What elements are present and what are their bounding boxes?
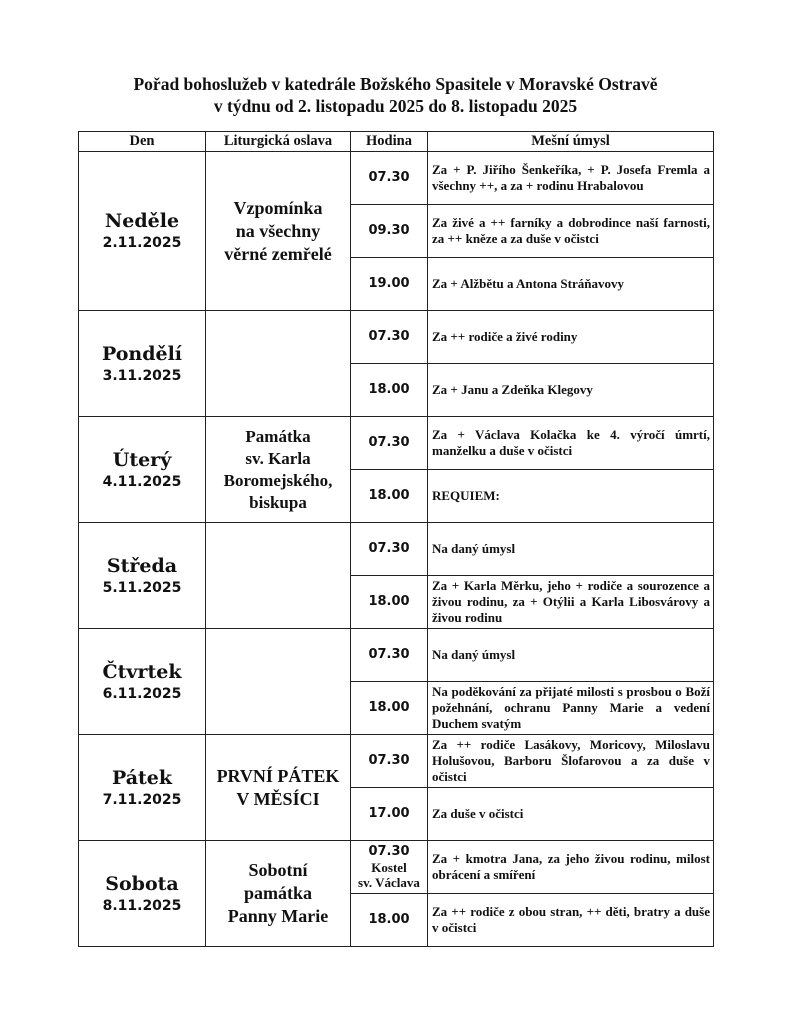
mass-time: 07.30 (368, 753, 410, 768)
liturgy-cell (206, 523, 351, 629)
header-intention: Mešní úmysl (428, 132, 714, 152)
intention-cell: Za + Karla Měrku, jeho + rodiče a sourozence a živou rodinu, za + Otýlii a Karla Libosvárovy a živou rodinu (428, 576, 714, 629)
mass-time: 07.30 (368, 647, 410, 662)
mass-time: 07.30 (368, 844, 410, 859)
day-name: Sobota (105, 872, 179, 895)
liturgy-line: památka (243, 883, 312, 903)
mass-time: 18.00 (368, 594, 410, 609)
hour-cell (351, 576, 428, 629)
hour-cell (351, 152, 428, 205)
hour-cell (351, 629, 428, 682)
liturgy-cell (206, 152, 351, 311)
liturgy-line: Panny Marie (227, 906, 329, 926)
hour-cell (351, 682, 428, 735)
hour-cell (351, 417, 428, 470)
header-hour: Hodina (351, 132, 428, 152)
hour-cell (351, 841, 428, 894)
day-date: 2.11.2025 (102, 235, 182, 251)
intention-cell: Za ++ rodiče Lasákovy, Moricovy, Miloslavu Holušovou, Barboru Šlofarovou a za duše v očistci (428, 735, 714, 788)
mass-location: Kostel (371, 860, 407, 875)
mass-time: 18.00 (368, 382, 410, 397)
day-date: 8.11.2025 (102, 897, 182, 914)
mass-time: 18.00 (368, 488, 410, 503)
intention-cell: Za duše v očistci (428, 788, 714, 841)
liturgy-cell (206, 417, 351, 523)
header-liturgy: Liturgická oslava (206, 132, 351, 152)
intention-cell: Za + Václava Kolačka ke 4. výročí úmrtí, manželku a duše v očistci (428, 417, 714, 470)
liturgy-line: věrné zemřelé (224, 243, 332, 264)
mass-time: 07.30 (368, 329, 410, 344)
table-row (79, 841, 714, 894)
liturgy-line: biskupa (249, 492, 307, 512)
hour-cell (351, 258, 428, 311)
liturgy-line: Vzpomínka (233, 197, 323, 218)
intention-cell: REQUIEM: (428, 470, 714, 523)
table-row (79, 629, 714, 682)
intention-cell: Na daný úmysl (428, 629, 714, 682)
liturgy-line: Sobotní (248, 860, 308, 880)
mass-time: 07.30 (368, 435, 410, 450)
table-row (79, 523, 714, 576)
day-cell (79, 841, 206, 947)
day-cell (79, 523, 206, 629)
intention-cell: Za ++ rodiče z obou stran, ++ děti, bratry a duše v očistci (428, 894, 714, 947)
day-date: 5.11.2025 (102, 579, 182, 596)
mass-time: 18.00 (368, 912, 410, 927)
intention-cell: Na daný úmysl (428, 523, 714, 576)
liturgy-cell (206, 629, 351, 735)
hour-cell (351, 788, 428, 841)
page-title-line1: Pořad bohoslužeb v katedrále Božského Spasitele v Moravské Ostravě (133, 74, 658, 94)
hour-cell (351, 470, 428, 523)
hour-cell (351, 735, 428, 788)
day-cell (79, 311, 206, 417)
liturgy-line: PRVNÍ PÁTEK (216, 765, 340, 786)
intention-cell: Za + Janu a Zdeňka Klegovy (428, 364, 714, 417)
hour-cell (351, 311, 428, 364)
day-date: 7.11.2025 (102, 791, 182, 808)
day-cell (79, 629, 206, 735)
liturgy-line: Památka (245, 426, 311, 446)
table-row (79, 417, 714, 470)
header-day: Den (79, 132, 206, 152)
mass-time: 18.00 (368, 700, 410, 715)
day-cell (79, 152, 206, 311)
mass-time: 19.00 (368, 276, 410, 291)
day-date: 4.11.2025 (102, 473, 182, 490)
table-row (79, 311, 714, 364)
schedule-table (78, 131, 714, 947)
mass-time: 07.30 (368, 170, 410, 185)
mass-time: 17.00 (368, 806, 410, 821)
table-row (79, 735, 714, 788)
liturgy-cell (206, 311, 351, 417)
mass-location: sv. Václava (358, 875, 420, 890)
intention-cell: Za živé a ++ farníky a dobrodince naší farnosti, za ++ kněze a za duše v očistci (428, 205, 714, 258)
page-title-line2: v týdnu od 2. listopadu 2025 do 8. listopadu 2025 (213, 96, 578, 116)
intention-cell: Za + Alžbětu a Antona Stráňavovy (428, 258, 714, 311)
day-name: Středa (106, 554, 178, 577)
intention-cell: Za + P. Jiřího Šenkeříka, + P. Josefa Fremla a všechny ++, a za + rodinu Hrabalovou (428, 152, 714, 205)
liturgy-line: Boromejského, (223, 470, 333, 490)
liturgy-line: V MĚSÍCI (236, 788, 320, 809)
day-date: 6.11.2025 (102, 685, 182, 702)
day-name: Neděle (104, 210, 180, 232)
hour-cell (351, 523, 428, 576)
liturgy-cell (206, 735, 351, 841)
liturgy-line: na všechny (235, 220, 321, 241)
liturgy-line: sv. Karla (245, 448, 311, 468)
hour-cell (351, 364, 428, 417)
day-name: Úterý (112, 448, 172, 471)
day-name: Čtvrtek (102, 660, 182, 683)
hour-cell (351, 205, 428, 258)
hour-cell (351, 894, 428, 947)
table-row (79, 152, 714, 205)
day-cell (79, 735, 206, 841)
intention-cell: Na poděkování za přijaté milosti s prosbou o Boží požehnání, ochranu Panny Marie a vedení Duchem svatým (428, 682, 714, 735)
table-header-row (79, 132, 714, 152)
day-name: Pondělí (101, 342, 183, 365)
intention-cell: Za + kmotra Jana, za jeho živou rodinu, milost obrácení a smíření (428, 841, 714, 894)
day-date: 3.11.2025 (102, 367, 182, 384)
liturgy-cell (206, 841, 351, 947)
mass-time: 07.30 (368, 541, 410, 556)
day-name: Pátek (111, 766, 173, 789)
day-cell (79, 417, 206, 523)
mass-time: 09.30 (368, 223, 410, 238)
intention-cell: Za ++ rodiče a živé rodiny (428, 311, 714, 364)
